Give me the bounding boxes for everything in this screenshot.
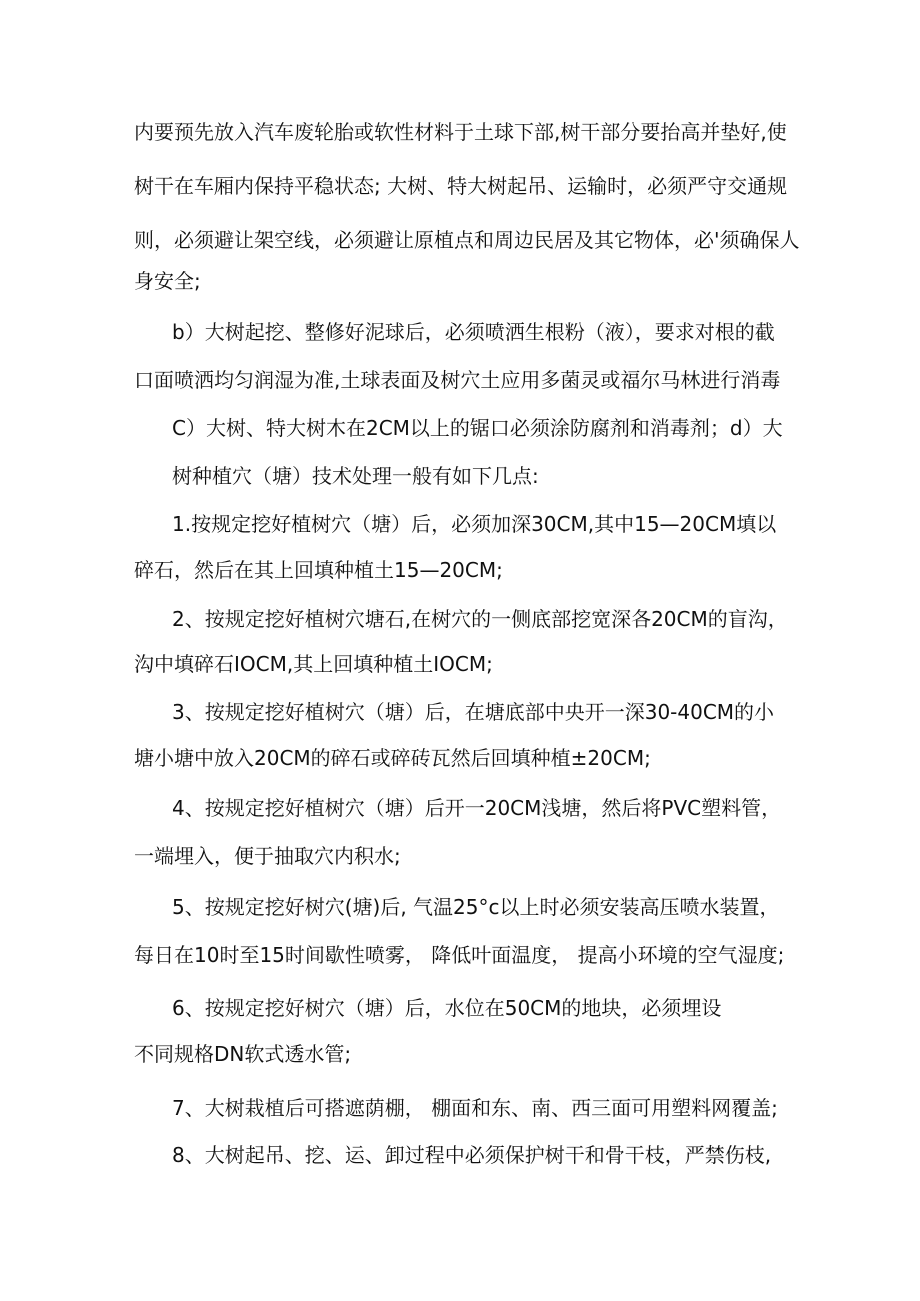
text-line-13: 3、按规定挖好植树穴（塘）后，在塘底部中央开一深30-40CM的小 <box>172 700 775 724</box>
text-line-18: 每日在10时至15时间歇性喷雾， 降低叶面温度， 提高小环境的空气湿度; <box>134 943 785 967</box>
text-line-21: 7、大树栽植后可搭遮荫棚， 棚面和东、南、西三面可用塑料网覆盖; <box>172 1096 778 1120</box>
text-line-6: 口面喷洒均匀润湿为准,土球表面及树穴土应用多菌灵或福尔马林进行消毒 <box>134 368 781 392</box>
text-line-14: 塘小塘中放入20CM的碎石或碎砖瓦然后回填种植±20CM; <box>134 746 651 770</box>
text-line-2: 树干在车厢内保持平稳状态; 大树、特大树起吊、运输时，必须严守交通规 <box>134 174 788 198</box>
text-line-22: 8、大树起吊、挖、运、卸过程中必须保护树干和骨干枝，严禁伤枝, <box>172 1143 772 1167</box>
text-line-10: 碎石，然后在其上回填种植土15—20CM; <box>134 558 503 582</box>
text-line-3: 则，必须避让架空线，必须避让原植点和周边民居及其它物体，必'须确保人 <box>134 228 800 252</box>
text-line-12: 沟中填碎石IOCM,其上回填种植土IOCM; <box>134 652 493 676</box>
text-line-20: 不同规格DN软式透水管; <box>134 1042 352 1066</box>
text-line-7: C）大树、特大树木在2CM以上的锯口必须涂防腐剂和消毒剂；d）大 <box>172 416 783 440</box>
text-line-15: 4、按规定挖好植树穴（塘）后开一20CM浅塘，然后将PVC塑料管， <box>172 796 782 820</box>
text-line-19: 6、按规定挖好树穴（塘）后，水位在50CM的地块，必须埋设 <box>172 996 722 1020</box>
text-line-16: 一端埋入，便于抽取穴内积水; <box>134 844 401 868</box>
text-line-11: 2、按规定挖好植树穴塘石,在树穴的一侧底部挖宽深各20CM的盲沟， <box>172 607 788 631</box>
text-line-4: 身安全; <box>134 269 201 293</box>
text-line-8: 树种植穴（塘）技术处理一般有如下几点: <box>172 464 539 488</box>
text-line-17: 5、按规定挖好树穴(塘)后, 气温25°c以上时必须安装高压喷水装置， <box>172 895 780 919</box>
text-line-1: 内要预先放入汽车废轮胎或软性材料于土球下部,树干部分要抬高并垫好,使 <box>134 120 787 144</box>
text-line-5: b）大树起挖、整修好泥球后，必须喷洒生根粉（液），要求对根的截 <box>172 320 775 344</box>
text-line-9: 1.按规定挖好植树穴（塘）后，必须加深30CM,其中15—20CM填以 <box>172 512 777 536</box>
